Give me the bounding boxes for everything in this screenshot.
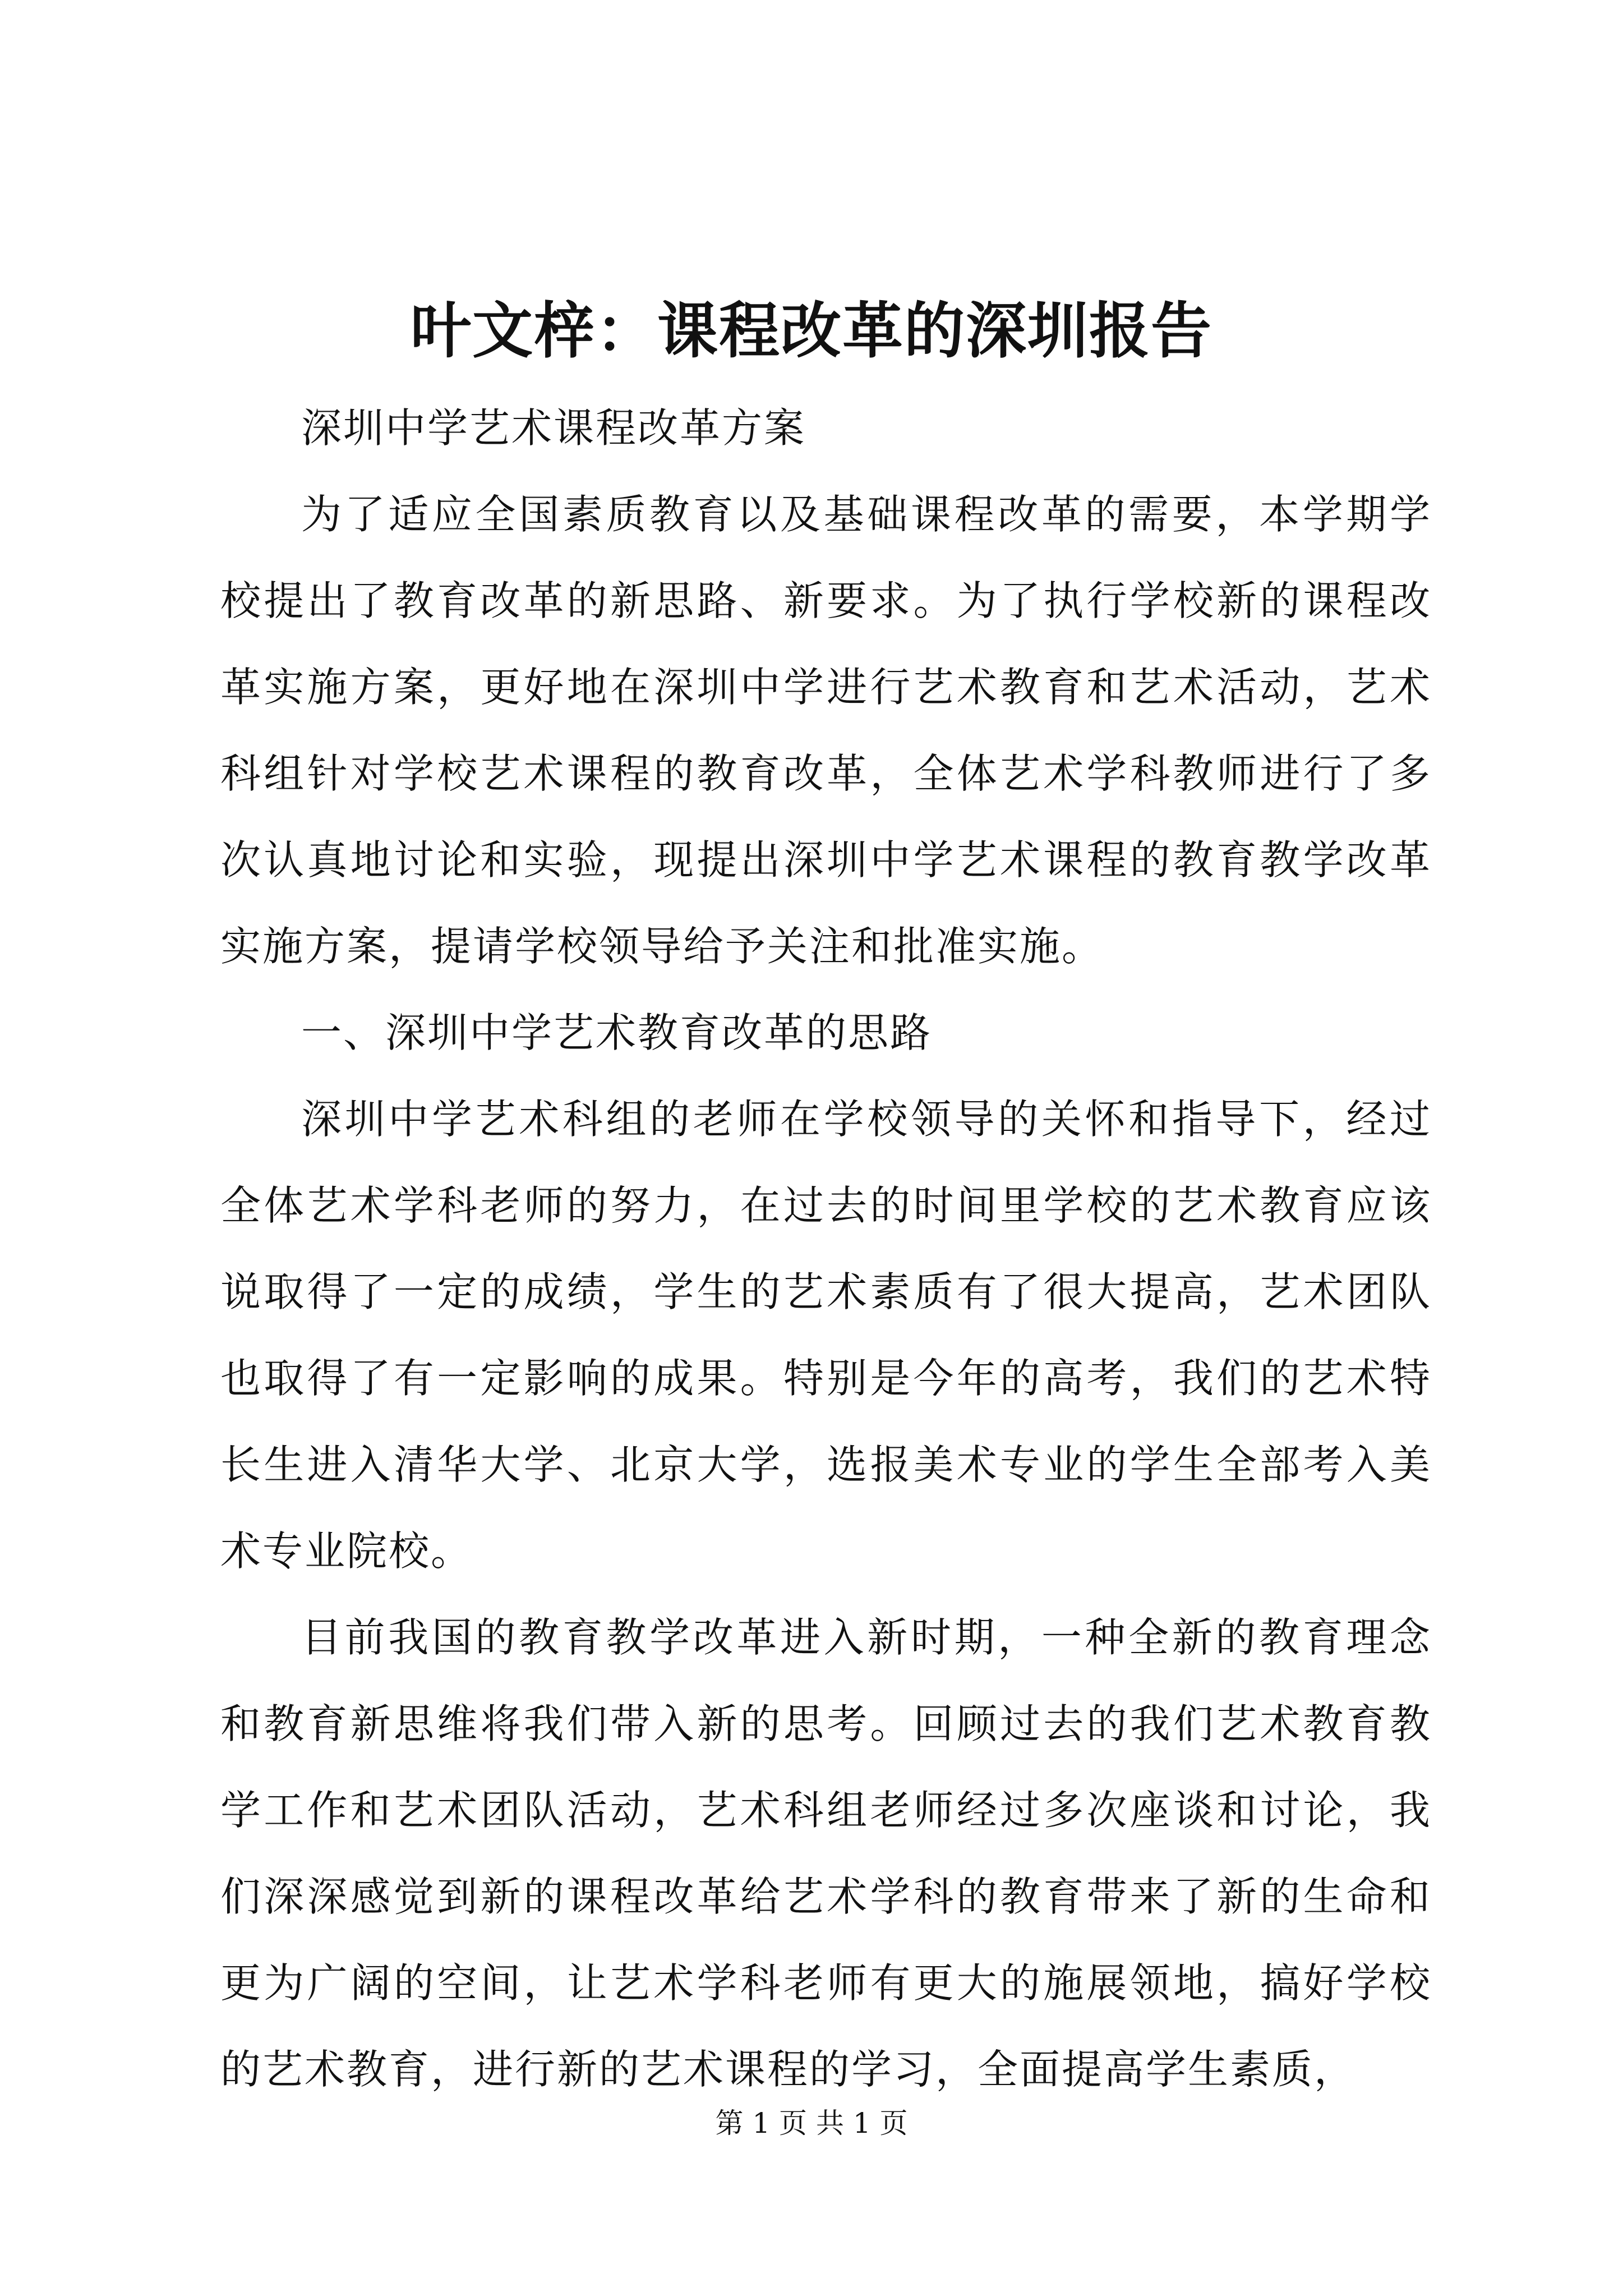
document-body <box>220 385 1432 2113</box>
body-paragraph: 目前我国的教育教学改革进入新时期，一种全新的教育理念和教育新思维将我们带入新的思考。回顾过去的我们艺术教育教学工作和艺术团队活动，艺术科组老师经过多次座谈和讨论，我们深深感觉到新的课程改革给艺术学科的教育带来了新的生命和更为广阔的空间，让艺术学科老师有更大的施展领地，搞好学校的艺术教育，进行新的艺术课程的学习，全面提高学生素质， <box>220 1614 1432 2093</box>
document-title: 叶文梓：课程改革的深圳报告 <box>410 296 1212 366</box>
section-heading: 一、深圳中学艺术教育改革的思路 <box>301 1009 933 1056</box>
subtitle-paragraph: 深圳中学艺术课程改革方案 <box>301 404 806 452</box>
intro-paragraph: 为了适应全国素质教育以及基础课程改革的需要，本学期学校提出了教育改革的新思路、新要求。为了执行学校新的课程改革实施方案，更好地在深圳中学进行艺术教育和艺术活动，艺术科组针对学校艺术课程的教育改革，全体艺术学科教师进行了多次认真地讨论和实验，现提出深圳中学艺术课程的教育教学改革实施方案，提请学校领导给予关注和批准实施。 <box>220 491 1432 970</box>
page-footer: 第 1 页 共 1 页 <box>715 2107 908 2139</box>
body-paragraph: 深圳中学艺术科组的老师在学校领导的关怀和指导下，经过全体艺术学科老师的努力，在过去的时间里学校的艺术教育应该说取得了一定的成绩，学生的艺术素质有了很大提高，艺术团队也取得了有一定影响的成果。特别是今年的高考，我们的艺术特长生进入清华大学、北京大学，选报美术专业的学生全部考入美术专业院校。 <box>220 1096 1432 1575</box>
